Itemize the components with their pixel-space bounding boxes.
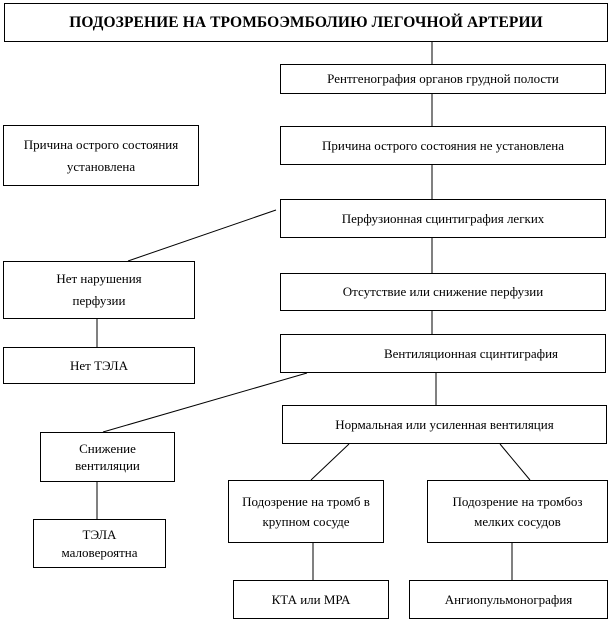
connector-perfusion-noperfusion — [128, 210, 276, 261]
node-ventilation-decrease: Снижение вентиляции — [40, 432, 175, 482]
node-perfusion-absent: Отсутствие или снижение перфузии — [280, 273, 606, 311]
node-xray: Рентгенография органов грудной полости — [280, 64, 606, 94]
node-cause-not-found: Причина острого состояния не установлена — [280, 126, 606, 165]
node-angiopulmonography: Ангиопульмонография — [409, 580, 608, 619]
connector-normal-small — [500, 444, 530, 480]
node-no-perfusion-disorder: Нет нарушения перфузии — [3, 261, 195, 319]
node-cause-found: Причина острого состояния установлена — [3, 125, 199, 186]
node-perfusion-scan: Перфузионная сцинтиграфия легких — [280, 199, 606, 238]
node-ventilation-scan: Вентиляционная сцинтиграфия — [280, 334, 606, 373]
connector-normal-large — [311, 444, 349, 480]
title-box: ПОДОЗРЕНИЕ НА ТРОМБОЭМБОЛИЮ ЛЕГОЧНОЙ АРТЕРИИ — [4, 3, 608, 42]
node-large-vessel-suspect: Подозрение на тромб в крупном сосуде — [228, 480, 384, 543]
node-small-vessel-suspect: Подозрение на тромбоз мелких сосудов — [427, 480, 608, 543]
node-kta-mra: КТА или МРА — [233, 580, 389, 619]
node-ventilation-normal: Нормальная или усиленная вентиляция — [282, 405, 607, 444]
node-no-tela: Нет ТЭЛА — [3, 347, 195, 384]
node-tela-unlikely: ТЭЛА маловероятна — [33, 519, 166, 568]
